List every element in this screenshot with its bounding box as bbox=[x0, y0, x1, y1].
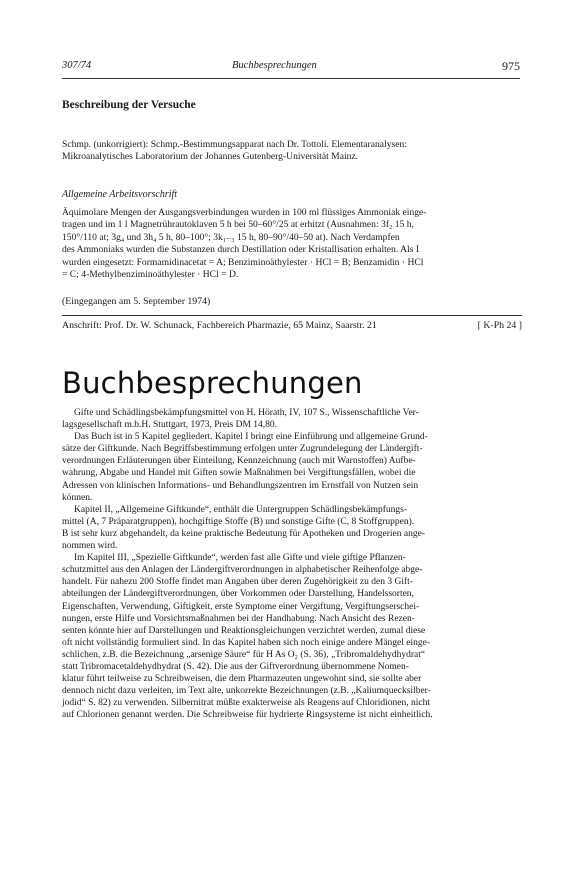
review-line: abteilungen der Ländergiftverordnungen, über Vorkommen oder Darstellung, Handelssorten, bbox=[62, 589, 414, 600]
review-line: senten könnte hier auf Darstellungen und Reaktionsgleichungen verzichtet werden, zumal diese bbox=[62, 625, 426, 636]
issue-reference: 307/74 bbox=[62, 60, 92, 71]
running-header bbox=[62, 60, 520, 74]
review-line: Kapitel II, „Allgemeine Giftkunde“, enthält die Untergruppen Schädlingsbekämpfungs- bbox=[74, 504, 408, 515]
text-line: = C; 4-Methylbenziminoäthylester · HCl = D. bbox=[62, 269, 239, 281]
page-number: 975 bbox=[502, 59, 520, 73]
schmp-paragraph bbox=[62, 139, 522, 164]
author-address bbox=[62, 320, 522, 331]
text-line: tragen und im 1 l Magnetrührautoklaven 5 h bei 50–60°/25 at erhitzt (Ausnahmen: 3f₂ 15 h, bbox=[62, 219, 414, 231]
review-line: Eigenschaften, Verwendung, Giftigkeit, erste Symptome einer Vergiftung, Vergiftungserschei- bbox=[62, 601, 420, 612]
text-line: Schmp. (unkorrigiert): Schmp.-Bestimmungsapparat nach Dr. Tottoli. Elementaranalysen: bbox=[62, 139, 407, 150]
section-title: Beschreibung der Versuche bbox=[62, 99, 196, 111]
review-line: Das Buch ist in 5 Kapitel gegliedert. Kapitel I bringt eine Einführung und allgemeine Grund- bbox=[74, 432, 428, 443]
received-date: (Eingegangen am 5. September 1974) bbox=[62, 296, 211, 307]
review-line: dennoch nicht dazu verleiten, im Text alte, unkorrekte Bezeichnungen (z.B. „Kaliumquecksilber- bbox=[62, 686, 431, 697]
review-line: schlichen, z.B. die Bezeichnung „arsenige Säure“ für H As O₂ (S. 36), „Tribromaldehydhydrat“ bbox=[62, 649, 426, 660]
section-main-title: Buchbesprechungen bbox=[62, 366, 363, 400]
text-line: 150°/110 at; 3g₄ und 3h₄ 5 h, 80–100°; 3k₁₋₃ 15 h, 80–90°/40–50 at). Nach Verdampfen bbox=[62, 231, 400, 243]
header-divider bbox=[62, 78, 520, 79]
procedure-paragraph bbox=[62, 207, 522, 281]
review-line: klatur führt teilweise zu Schreibweisen, die dem Pharmazeuten ungewohnt sind, sie sollte aber bbox=[62, 674, 422, 685]
review-line: schutzmittel aus den Anlagen der Ländergiftverordnungen in alphabetischer Reihenfolge abge- bbox=[62, 565, 423, 576]
review-line: lagsgesellschaft m.b.H. Stuttgart, 1973, Preis DM 14,80. bbox=[62, 420, 278, 431]
review-line: wahrung, Abgabe und Handel mit Giften sowie Maßnahmen bei Vergiftungsfällen, wobei die bbox=[62, 468, 416, 479]
review-line: B ist sehr kurz abgehandelt, da keine praktische Bedeutung für Apotheken und Drogerien ange- bbox=[62, 528, 425, 539]
review-line: statt Tribromacetaldehydhydrat (S. 42). Die aus der Giftverordnung übernommene Nomen- bbox=[62, 661, 409, 672]
subheading: Allgemeine Arbeitsvorschrift bbox=[62, 189, 178, 200]
review-line: Adressen von klinischen Informations- und Behandlungszentren im Ernstfall von Nutzen sein bbox=[62, 480, 419, 491]
text-line: wurden eingesetzt: Formamidinacetat = A; Benziminoäthylester · HCl = B; Benzamidin · HCl bbox=[62, 256, 424, 268]
review-line: können. bbox=[62, 492, 93, 503]
running-title: Buchbesprechungen bbox=[232, 60, 317, 71]
review-line: Gifte und Schädlingsbekämpfungsmittel von H. Hörath, IV, 107 S., Wissenschaftliche Ver- bbox=[74, 408, 419, 418]
review-line: jodid“ S. 82) zu verwenden. Silbernitrat müßte exakterweise als Reagens auf Chloridionen, nicht bbox=[62, 698, 431, 709]
text-line: des Ammoniaks wurden die Substanzen durch Destillation oder Kristallisation erhalten. Als I bbox=[62, 244, 420, 256]
review-line: auf Chlorionen genannt werden. Die Schreibweise für hydrierte Ringsysteme ist nicht einheitlich. bbox=[62, 710, 433, 721]
review-line: nungen, erste Hilfe und Vorsichtsmaßnahmen bei der Handhabung. Nach Ansicht des Rezen- bbox=[62, 613, 415, 624]
review-line: verordnungen Erläuterungen über Einteilung, Kennzeichnung (auch mit Warnstoffen) Aufbe- bbox=[62, 456, 416, 467]
review-line: sätze der Giftkunde. Nach Begriffsbestimmung erfolgen unter Zugrundelegung der Ländergift- bbox=[62, 444, 423, 455]
review-line: Im Kapitel III, „Spezielle Giftkunde“, werden fast alle Gifte und viele giftige Pflanzen- bbox=[74, 553, 406, 564]
address-divider bbox=[62, 315, 522, 316]
review-line: mittel (A, 7 Präparatgruppen), hochgiftige Stoffe (B) und sonstige Gifte (C, 8 Stoffgruppen). bbox=[62, 516, 415, 527]
text-line: Mikroanalytisches Laboratorium der Johannes Gutenberg-Universität Mainz. bbox=[62, 151, 359, 163]
address-text: Anschrift: Prof. Dr. W. Schunack, Fachbereich Pharmazie, 65 Mainz, Saarstr. 21 bbox=[62, 320, 377, 331]
book-review bbox=[62, 407, 522, 721]
review-line: nommen wird. bbox=[62, 541, 118, 552]
review-line: handelt. Für nahezu 200 Stoffe findet man Angaben über deren Zugehörigkeit zu den 3 Gift- bbox=[62, 577, 413, 588]
text-line: Äquimolare Mengen der Ausgangsverbindungen wurden in 100 ml flüssiges Ammoniak einge- bbox=[62, 207, 427, 218]
reference-tag: [ K-Ph 24 ] bbox=[477, 320, 522, 331]
review-line: oft nicht vollständig formuliert sind. In das Kapitel haben sich noch einige andere Mängel einge- bbox=[62, 637, 431, 648]
